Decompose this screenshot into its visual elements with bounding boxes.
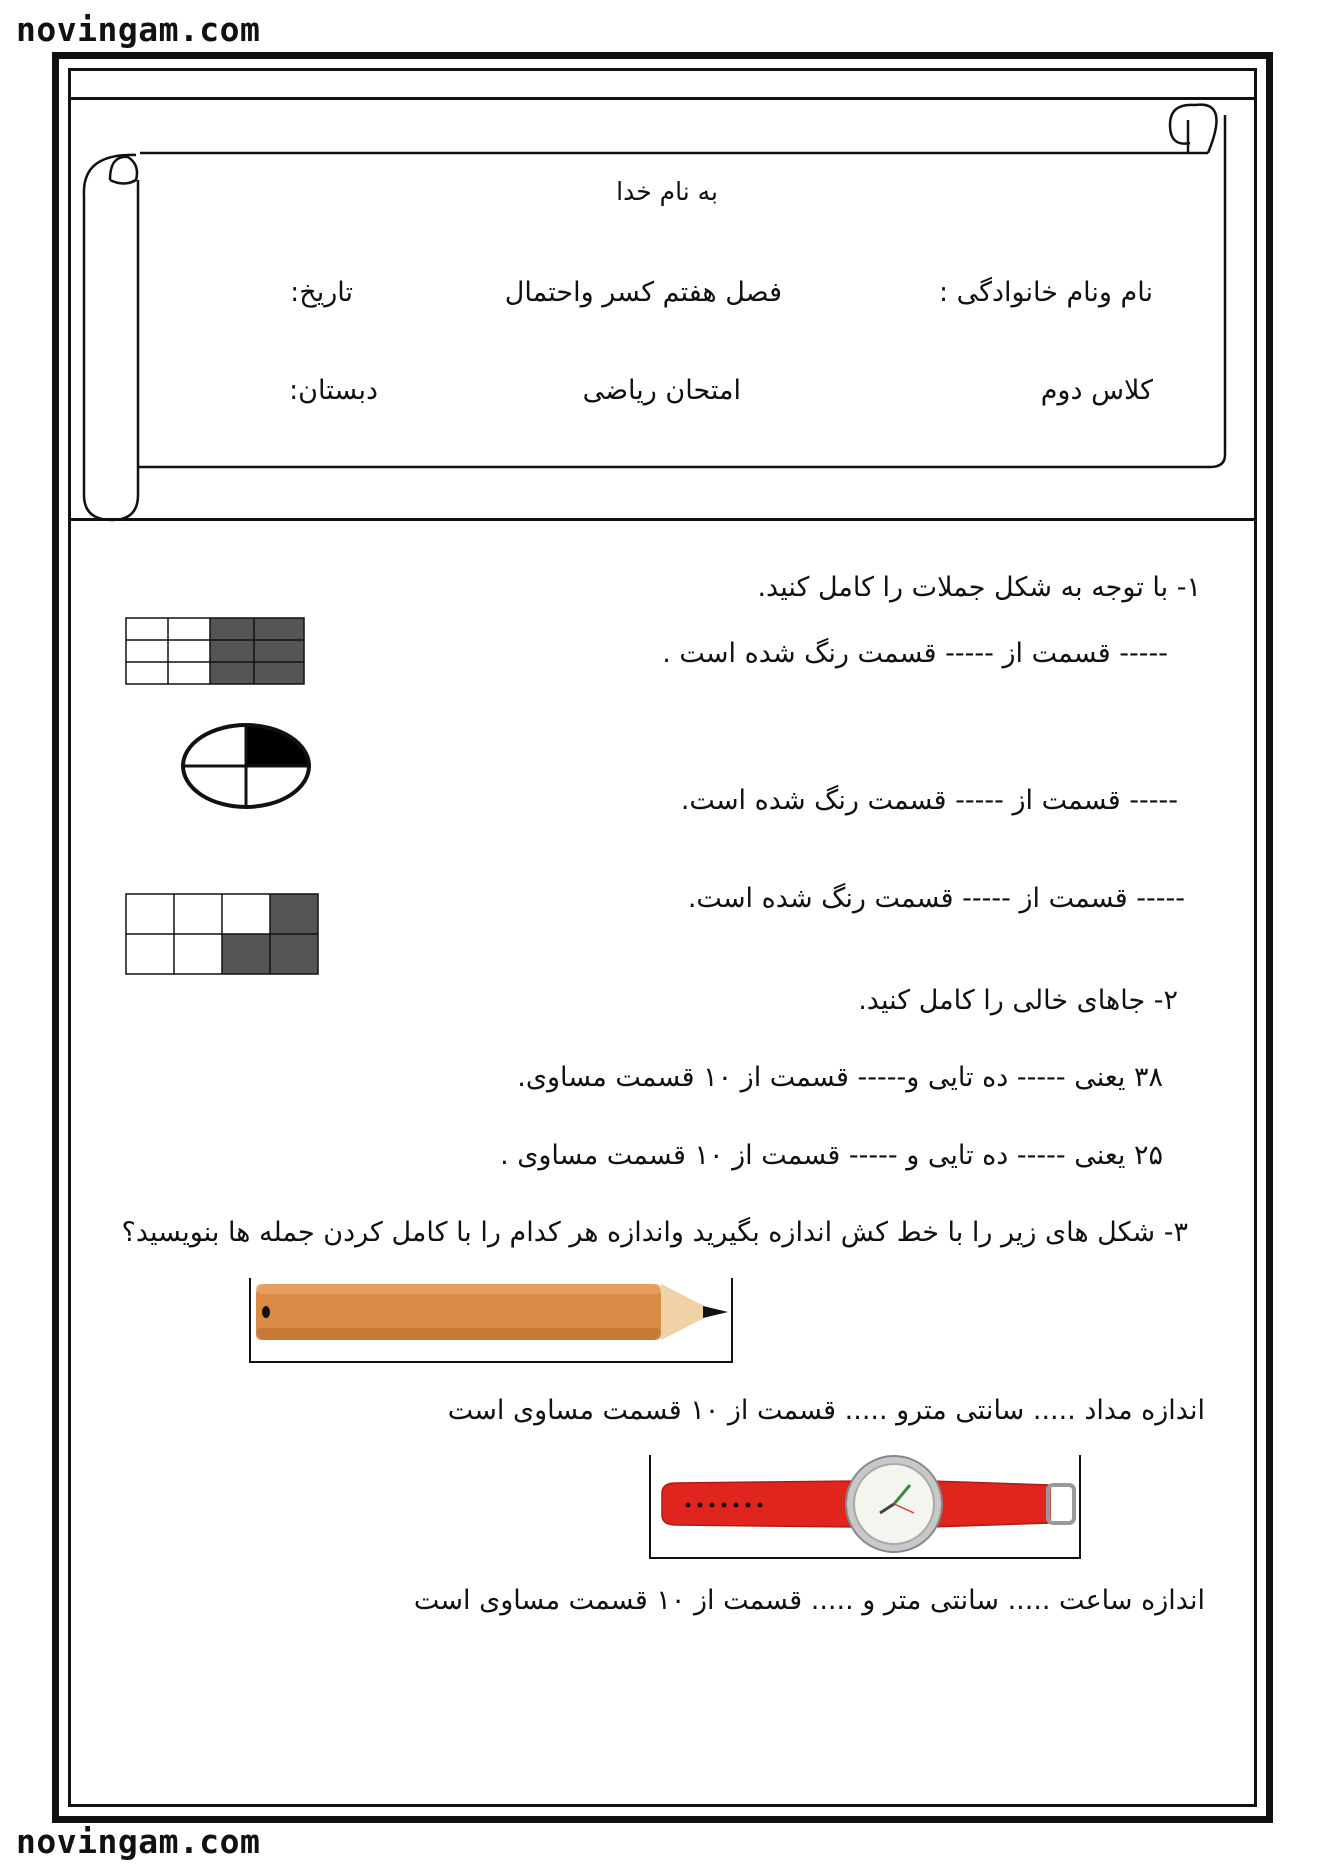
q1-grid-figure-2 — [126, 894, 318, 974]
q2-line-2: ۲۵ یعنی ----- ده تایی و ----- قسمت از ۱۰ قسمت مساوی . — [500, 1140, 1163, 1171]
q1-circle-figure — [180, 722, 312, 810]
q1-grid-figure-1 — [126, 618, 304, 684]
pencil-sentence: اندازه مداد ..... سانتی مترو ..... قسمت از ۱۰ قسمت مساوی است — [447, 1395, 1205, 1426]
watch-image — [648, 1455, 1088, 1561]
pencil-image — [248, 1278, 734, 1364]
school-label: دبستان: — [289, 375, 378, 406]
q2-line-1: ۳۸ یعنی ----- ده تایی و----- قسمت از ۱۰ قسمت مساوی. — [517, 1062, 1163, 1093]
q2-prompt: ۲- جاهای خالی را کامل کنید. — [858, 985, 1178, 1016]
chapter-title: فصل هفتم کسر واحتمال — [504, 277, 782, 308]
watermark-bottom: novingam.com — [16, 1822, 261, 1861]
q1-line-3: ----- قسمت از ----- قسمت رنگ شده است. — [687, 883, 1185, 914]
bismillah: به نام خدا — [616, 177, 718, 206]
q3-prompt: ۳- شکل های زیر را با خط کش اندازه بگیرید واندازه هر کدام را با کامل کردن جمله ها بنویسید؟ — [121, 1217, 1188, 1248]
exam-title: امتحان ریاضی — [582, 375, 741, 406]
q1-line-2: ----- قسمت از ----- قسمت رنگ شده است. — [680, 785, 1178, 816]
q1-prompt: ۱- با توجه به شکل جملات را کامل کنید. — [757, 572, 1201, 603]
grade-label: کلاس دوم — [1040, 375, 1153, 406]
name-label: نام ونام خانوادگی : — [938, 277, 1153, 308]
watermark-top: novingam.com — [16, 10, 261, 49]
q1-line-1: ----- قسمت از ----- قسمت رنگ شده است . — [662, 638, 1168, 669]
watch-sentence: اندازه ساعت ..... سانتی متر و ..... قسمت از ۱۰ قسمت مساوی است — [413, 1585, 1205, 1616]
scroll-banner — [80, 95, 1240, 525]
date-label: تاریخ: — [290, 277, 353, 308]
